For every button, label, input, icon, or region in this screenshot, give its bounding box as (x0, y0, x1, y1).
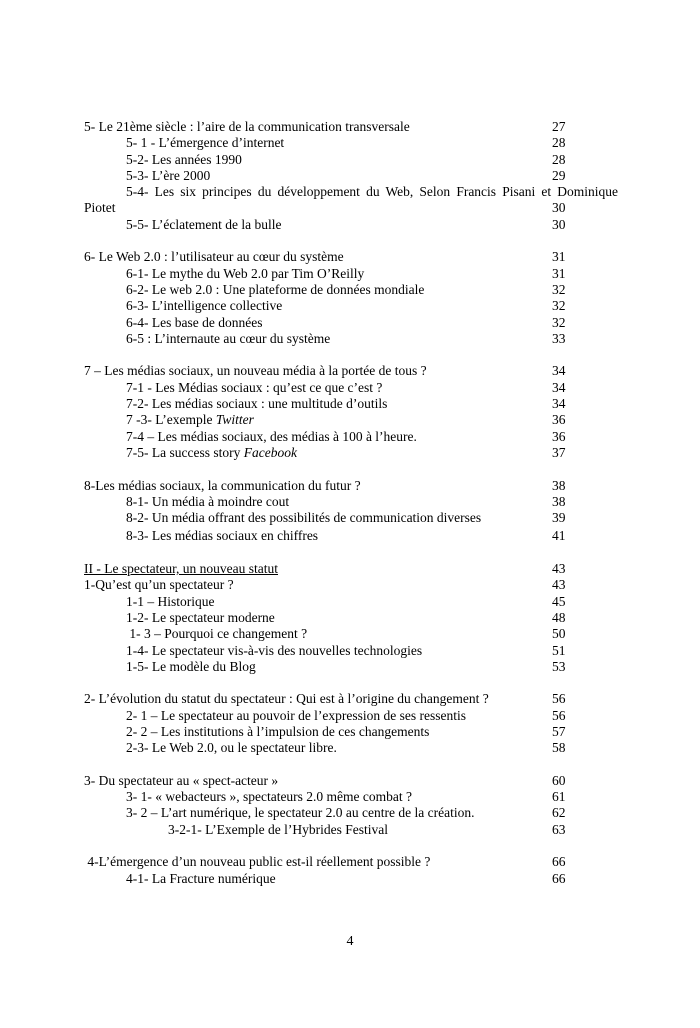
toc-entry: 4-L’émergence d’un nouveau public est-il réellement possible ? 66 (84, 854, 566, 870)
part-heading: II - Le spectateur, un nouveau statut 43 (84, 561, 566, 577)
toc-entry: 2- L’évolution du statut du spectateur : Qui est à l’origine du changement ? 56 (84, 691, 566, 707)
toc-entry: 1-Qu’est qu’un spectateur ? 43 (84, 577, 566, 593)
table-of-contents (84, 119, 618, 887)
toc-entry: 5- Le 21ème siècle : l’aire de la communication transversale 27 (84, 119, 566, 134)
toc-entry: 6-1- Le mythe du Web 2.0 par Tim O’Reilly 31 (126, 265, 566, 281)
toc-entry: 6-5 : L’internaute au cœur du système 33 (126, 330, 566, 346)
toc-entry: 7-2- Les médias sociaux : une multitude d’outils 34 (126, 396, 566, 412)
toc-entry: 3-2-1- L’Exemple de l’Hybrides Festival 63 (168, 821, 566, 837)
toc-entry: 5- 1 - L’émergence d’internet 28 (126, 135, 566, 151)
toc-entry-continuation: Piotet 30 (84, 200, 566, 216)
toc-entry: 8-2- Un média offrant des possibilités de communication diverses 39 (126, 510, 566, 526)
toc-entry: 2-3- Le Web 2.0, ou le spectateur libre. 58 (126, 740, 566, 756)
toc-entry: 4-1- La Fracture numérique 66 (126, 870, 566, 886)
toc-entry: 7-5- La success story Facebook 37 (126, 444, 566, 460)
toc-entry: 6-4- Les base de données 32 (126, 314, 566, 330)
toc-entry: 6-3- L’intelligence collective 32 (126, 298, 566, 314)
toc-entry: 6-2- Le web 2.0 : Une plateforme de données mondiale 32 (126, 281, 566, 297)
toc-entry: 8-Les médias sociaux, la communication du futur ? 38 (84, 477, 566, 493)
toc-entry: 7-4 – Les médias sociaux, des médias à 100 à l’heure. 36 (126, 428, 566, 444)
toc-entry: 1-1 – Historique 45 (126, 593, 566, 609)
toc-entry: 2- 2 – Les institutions à l’impulsion de ces changements 57 (126, 723, 566, 739)
toc-entry: 3- Du spectateur au « spect-acteur » 60 (84, 772, 566, 788)
toc-entry: 7 – Les médias sociaux, un nouveau média à la portée de tous ? 34 (84, 363, 566, 379)
toc-entry: 5-4- Les six principes du développement du Web, Selon Francis Pisani et Dominique (126, 184, 618, 200)
toc-entry: 2- 1 – Le spectateur au pouvoir de l’expression de ses ressentis 56 (126, 707, 566, 723)
toc-entry: 3- 1- « webacteurs », spectateurs 2.0 même combat ? 61 (126, 789, 566, 805)
toc-entry: 5-2- Les années 1990 28 (126, 151, 566, 167)
toc-entry: 5-5- L’éclatement de la bulle 30 (126, 216, 566, 232)
toc-entry: 7 -3- L’exemple Twitter 36 (126, 412, 566, 428)
page-number: 4 (346, 934, 354, 949)
toc-entry: 3- 2 – L’art numérique, le spectateur 2.0 au centre de la création. 62 (126, 805, 566, 821)
toc-entry: 1- 3 – Pourquoi ce changement ? 50 (126, 626, 566, 642)
toc-entry: 1-4- Le spectateur vis-à-vis des nouvelles technologies 51 (126, 642, 566, 658)
toc-entry: 1-5- Le modèle du Blog 53 (126, 658, 566, 674)
toc-entry: 7-1 - Les Médias sociaux : qu’est ce que c’est ? 34 (126, 379, 566, 395)
toc-entry: 8-3- Les médias sociaux en chiffres 41 (126, 528, 566, 544)
toc-entry: 6- Le Web 2.0 : l’utilisateur au cœur du système 31 (84, 249, 566, 265)
toc-entry: 5-3- L’ère 2000 29 (126, 167, 566, 183)
toc-entry: 8-1- Un média à moindre cout 38 (126, 493, 566, 509)
toc-entry: 1-2- Le spectateur moderne 48 (126, 609, 566, 625)
